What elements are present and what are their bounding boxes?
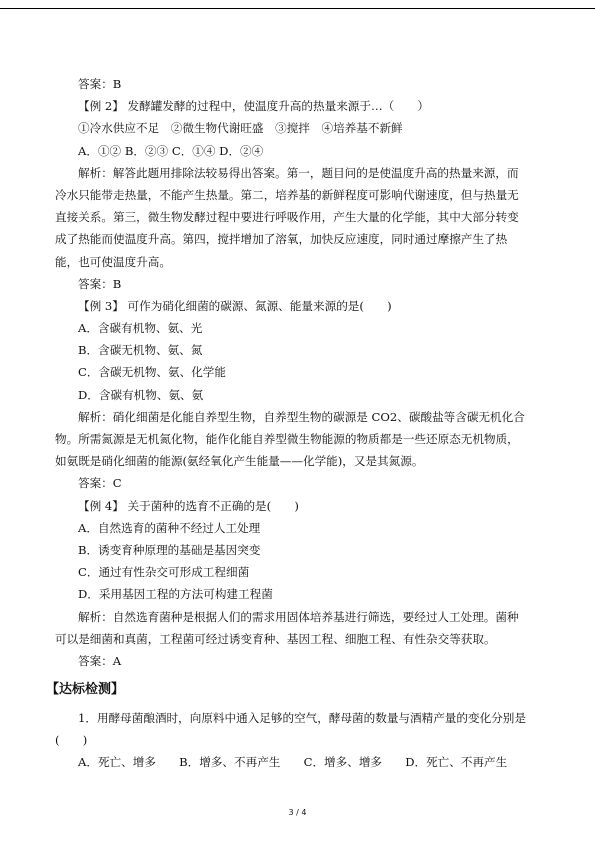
example-section: [55, 73, 545, 672]
question-1-options: A．死亡、增多 B．增多、不再产生 C．增多、增多 D．死亡、不再产生: [78, 755, 508, 770]
question-1-blank: ( ): [55, 733, 88, 748]
text-line: 解析：自然选育菌种是根据人们的需求用固体培养基进行筛选，要经过人工处理。菌种: [78, 609, 519, 624]
text-line: B．诱变育种原理的基础是基因突变: [78, 542, 261, 557]
question-1-stem: 1．用酵母菌酿酒时，向原料中通入足够的空气，酵母菌的数量与酒精产量的变化分别是: [78, 711, 526, 726]
text-line: 答案：B: [78, 77, 122, 91]
text-line: 【例 4】 关于菌种的选育不正确的是( ): [78, 498, 299, 513]
text-line: B．含碳无机物、氨、氮: [78, 343, 203, 358]
text-line: 答案：B: [78, 276, 122, 291]
page-number: 3 / 4: [288, 808, 307, 817]
text-line: 直接关系。第三，微生物发酵过程中要进行呼吸作用，产生大量的化学能，其中大部分转变: [55, 210, 519, 225]
text-line: 答案：A: [78, 653, 122, 668]
text-line: 成了热能而使温度升高。第四，搅拌增加了溶氧，加快反应速度，同时通过摩擦产生了热: [55, 232, 508, 247]
text-line: 可以是细菌和真菌，工程菌可经过诱变育种、基因工程、细胞工程、有性杂交等获取。: [55, 631, 496, 646]
document-body: [46, 73, 545, 774]
text-line: 【例 2】 发酵罐发酵的过程中，使温度升高的热量来源于…（ ）: [78, 99, 429, 114]
text-line: 如氨既是硝化细菌的能源(氨经氧化产生能量——化学能)，又是其氮源。: [55, 454, 424, 469]
text-line: A．自然选育的菌种不经过人工处理: [78, 520, 261, 535]
text-line: 【例 3】 可作为硝化细菌的碳源、氮源、能量来源的是( ): [78, 298, 392, 313]
text-line: 物。所需氮源是无机氮化物，能作化能自养型微生物能源的物质都是一些还原态无机物质，: [55, 432, 519, 446]
text-line: ①冷水供应不足 ②微生物代谢旺盛 ③搅拌 ④培养基不新鲜: [78, 121, 403, 136]
text-line: C．通过有性杂交可形成工程细菌: [78, 565, 250, 580]
text-line: 解析：解答此题用排除法较易得出答案。第一，题目问的是使温度升高的热量来源，而: [78, 165, 519, 180]
text-line: A．含碳有机物、氨、光: [78, 321, 203, 336]
section-heading: 【达标检测】: [46, 682, 125, 698]
text-line: C．含碳无机物、氨、化学能: [78, 365, 226, 380]
text-line: D．采用基因工程的方法可构建工程菌: [78, 587, 273, 602]
text-line: 答案：C: [78, 476, 122, 491]
text-line: A．①② B．②③ C．①④ D．②④: [78, 143, 264, 158]
text-line: 能，也可使温度升高。: [55, 254, 171, 269]
text-line: 冷水只能带走热量，不能产生热量。第二，培养基的新鲜程度可影响代谢速度，但与热量无: [55, 187, 519, 202]
text-line: D．含碳有机物、氨、氨: [78, 387, 204, 402]
page-top-rule: [0, 8, 595, 9]
text-line: 解析：硝化细菌是化能自养型生物，自养型生物的碳源是 CO2、碳酸盐等含碳无机化合: [78, 409, 525, 424]
